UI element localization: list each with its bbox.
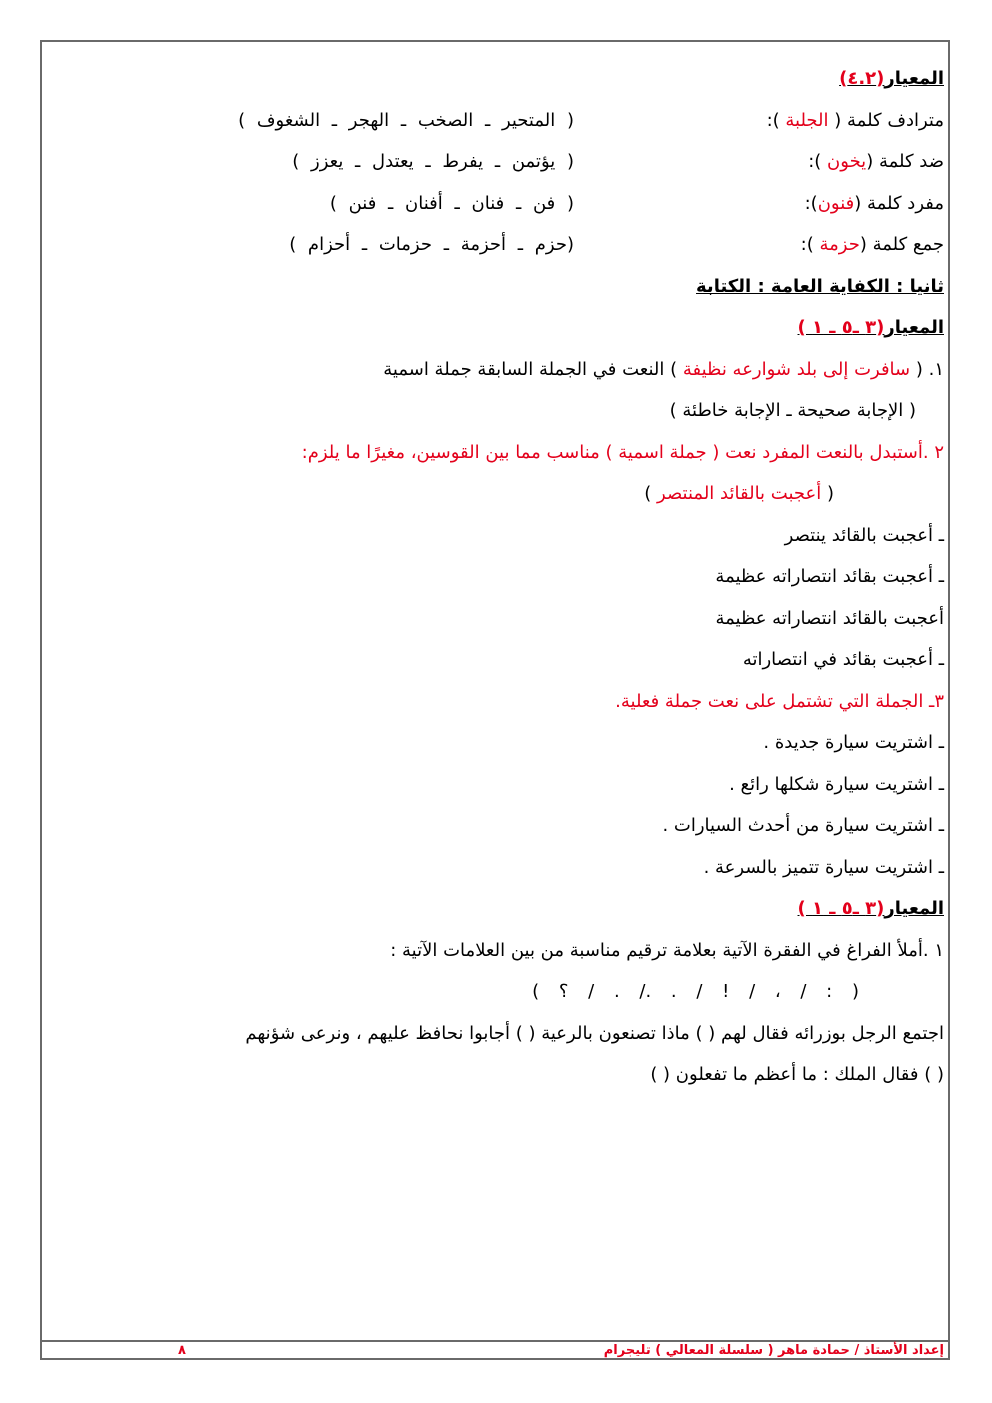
option: أعجبت بالقائد انتصاراته عظيمة bbox=[715, 607, 944, 629]
vocab-options: (حزم ـ أحزمة ـ حزمات ـ أحزام ) bbox=[289, 234, 574, 255]
question-4: ١ .أملأ الفراغ في الفقرة الآتية بعلامة ترقيم مناسبة من بين العلامات الآتية : bbox=[390, 939, 944, 961]
punctuation-marks: ( : / ، / ! / . ./ . / ؟ ) bbox=[532, 981, 859, 1002]
vocab-label: جمع كلمة (حزمة ): bbox=[800, 234, 944, 255]
vocab-synonym bbox=[124, 100, 944, 142]
standard-number: (٤.٢) bbox=[839, 68, 885, 89]
paragraph-line: ( ) فقال الملك : ما أعظم ما تفعلون ( ) bbox=[650, 1064, 944, 1085]
target-word: فنون bbox=[817, 192, 855, 214]
option: ـ أعجبت بالقائد ينتصر bbox=[784, 524, 944, 546]
standard-heading-3 bbox=[124, 888, 944, 930]
vocab-options: ( المتحير ـ الصخب ـ الهجر ـ الشغوف ) bbox=[238, 109, 574, 131]
footer-credit: إعداد الأستاذ / حمادة ماهر ( سلسلة المعالي ) تليجرام bbox=[603, 1343, 944, 1358]
standard-number: (٣ ـ٥ ـ ١ ) bbox=[797, 898, 885, 919]
worksheet-content bbox=[124, 58, 944, 1096]
standard-label: المعيار bbox=[884, 898, 944, 919]
page-number: ٨ bbox=[178, 1343, 186, 1358]
page-footer bbox=[42, 1342, 948, 1359]
standard-number: (٣ ـ٥ ـ ١ ) bbox=[797, 317, 885, 338]
option: ـ اشتريت سيارة شكلها رائع . bbox=[729, 773, 944, 795]
vocab-singular bbox=[124, 183, 944, 225]
question-1-choices: ( الإجابة صحيحة ـ الإجابة خاطئة ) bbox=[669, 400, 916, 421]
vocab-plural bbox=[124, 224, 944, 266]
option: ـ أعجبت بقائد في انتصاراته bbox=[742, 649, 944, 670]
question-3: ٣ـ الجملة التي تشتمل على نعت جملة فعلية. bbox=[615, 690, 944, 712]
target-word: الجلبة bbox=[785, 109, 829, 131]
vocab-label: مفرد كلمة (فنون): bbox=[804, 192, 944, 214]
option: ـ أعجبت بقائد انتصاراته عظيمة bbox=[715, 566, 944, 587]
vocab-options: ( فن ـ فنان ـ أفنان ـ فنن ) bbox=[329, 192, 574, 214]
vocab-options: ( يؤتمن ـ يفرط ـ يعتدل ـ يعزز ) bbox=[292, 151, 574, 172]
question-sentence: أعجبت بالقائد المنتصر bbox=[657, 483, 822, 504]
target-word: حزمة bbox=[819, 234, 860, 255]
vocab-label: ضد كلمة (يخون ): bbox=[808, 151, 944, 172]
question-2-sentence: ( أعجبت بالقائد المنتصر ) bbox=[644, 483, 834, 504]
option: ـ اشتريت سيارة تتميز بالسرعة . bbox=[703, 856, 944, 878]
standard-label: المعيار bbox=[884, 68, 944, 89]
question-2: ٢ .أستبدل بالنعت المفرد نعت ( جملة اسمية ) مناسب مما بين القوسين، مغيرًا ما يلزم: bbox=[301, 441, 944, 463]
option: ـ اشتريت سيارة جديدة . bbox=[763, 732, 944, 753]
target-word: يخون bbox=[827, 151, 867, 172]
standard-label: المعيار bbox=[884, 317, 944, 338]
vocab-label: مترادف كلمة ( الجلبة ): bbox=[766, 109, 944, 131]
question-1: ١. ( سافرت إلى بلد شوارعه نظيفة ) النعت في الجملة السابقة جملة اسمية bbox=[383, 358, 944, 380]
standard-heading-1 bbox=[124, 58, 944, 100]
paragraph-line: اجتمع الرجل بوزرائه فقال لهم ( ) ماذا تصنعون بالرعية ( ) أجابوا نحافظ عليهم ، ونرعى شؤنهم bbox=[245, 1022, 944, 1044]
question-sentence: سافرت إلى بلد شوارعه نظيفة bbox=[682, 358, 911, 380]
section-title: ثانيا : الكفاية العامة : الكتابة bbox=[696, 275, 944, 297]
standard-heading-2 bbox=[124, 307, 944, 349]
option: ـ اشتريت سيارة من أحدث السيارات . bbox=[662, 815, 944, 836]
vocab-antonym bbox=[124, 141, 944, 183]
